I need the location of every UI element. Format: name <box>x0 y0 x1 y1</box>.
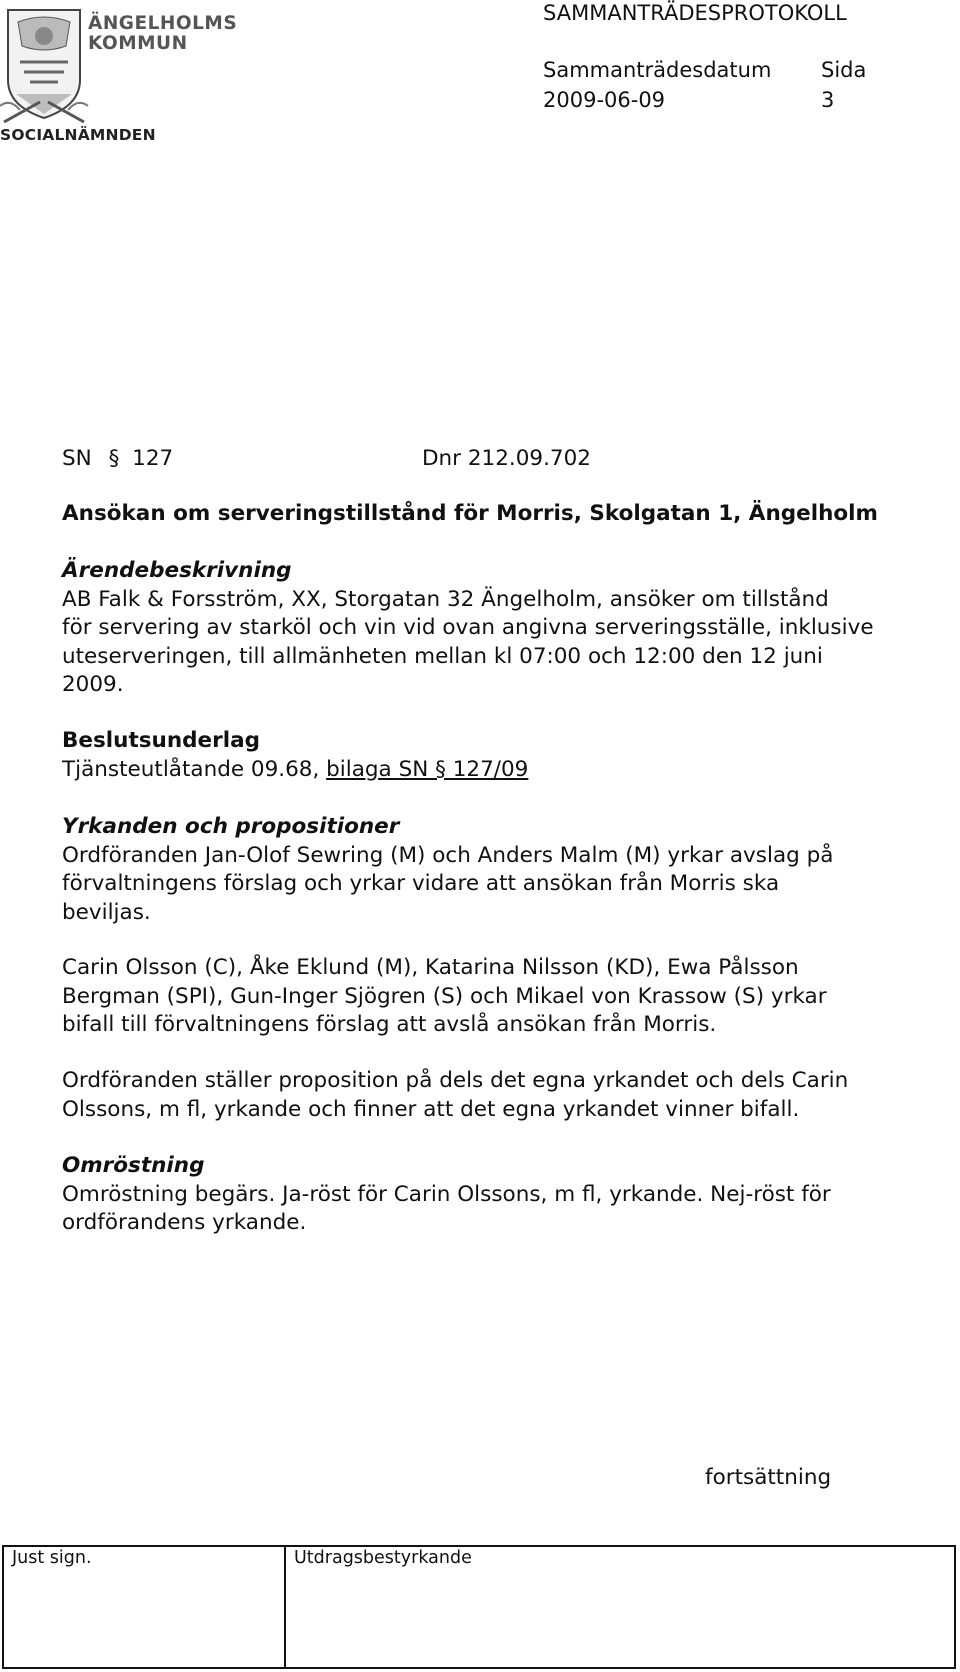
text-line: beviljas. <box>62 899 151 925</box>
continuation-label: fortsättning <box>705 1465 832 1490</box>
dnr: Dnr 212.09.702 <box>422 446 591 471</box>
org-name-line1: ÄNGELHOLMS <box>88 13 238 34</box>
text-line: Omröstning begärs. Ja-röst för Carin Olssons, m fl, yrkande. Nej-röst för <box>62 1181 831 1207</box>
page-number: 3 <box>821 88 835 112</box>
yrkanden-paragraph-1 <box>62 842 922 928</box>
text-line: Olssons, m fl, yrkande och finner att det egna yrkandet vinner bifall. <box>62 1096 800 1122</box>
omrostning-section <box>62 1152 922 1238</box>
just-sign-cell[interactable] <box>4 1547 286 1667</box>
text-line: Bergman (SPI), Gun-Inger Sjögren (S) och Mikael von Krassow (S) yrkar <box>62 983 827 1009</box>
page-label: Sida <box>821 58 867 82</box>
text-line: förvaltningens förslag och yrkar vidare att ansökan från Morris ska <box>62 871 780 896</box>
meeting-date: 2009-06-09 <box>543 88 666 112</box>
item-title: Ansökan om serveringstillstånd för Morris, Skolgatan 1, Ängelholm <box>62 501 878 526</box>
section-sign: § <box>108 446 120 471</box>
attachment-link[interactable]: bilaga SN § 127/09 <box>326 756 529 782</box>
arende-line: uteserveringen, till allmänheten mellan kl 07:00 och 12:00 den 12 juni <box>62 643 823 669</box>
arende-line: AB Falk & Forsström, XX, Storgatan 32 Ängelholm, ansöker om tillstånd <box>62 586 829 612</box>
text-line: ordförandens yrkande. <box>62 1210 307 1235</box>
text-line: Carin Olsson (C), Åke Eklund (M), Katarina Nilsson (KD), Ewa Pålsson <box>62 955 799 980</box>
municipality-logo <box>0 2 238 152</box>
committee-name: SOCIALNÄMNDEN <box>0 126 156 144</box>
yrkanden-section <box>62 813 922 927</box>
paragraph-prefix: SN <box>62 446 92 471</box>
beslut-heading: Beslutsunderlag <box>62 728 260 753</box>
yrkanden-paragraph-3 <box>62 1067 922 1124</box>
arende-line: 2009. <box>62 672 124 697</box>
arende-heading: Ärendebeskrivning <box>62 558 292 583</box>
arende-section <box>62 557 922 700</box>
text-line: Ordföranden ställer proposition på dels det egna yrkandet och dels Carin <box>62 1068 849 1093</box>
just-sign-label: Just sign. <box>12 1548 92 1568</box>
utdrag-cell[interactable] <box>286 1547 954 1667</box>
utdrag-label: Utdragsbestyrkande <box>294 1548 472 1568</box>
arende-line: för servering av starköl och vin vid ovan angivna serveringsställe, inklusive <box>62 615 874 640</box>
date-label: Sammanträdesdatum <box>543 58 772 82</box>
text-line: bifall till förvaltningens förslag att avslå ansökan från Morris. <box>62 1012 717 1037</box>
org-name-line2: KOMMUN <box>88 33 188 54</box>
omrostning-heading: Omröstning <box>62 1153 205 1178</box>
beslut-text: Tjänsteutlåtande 09.68, <box>62 756 327 782</box>
beslut-section <box>62 727 922 784</box>
signature-table <box>2 1545 956 1669</box>
yrkanden-paragraph-2 <box>62 954 922 1040</box>
text-line: Ordföranden Jan-Olof Sewring (M) och Anders Malm (M) yrkar avslag på <box>62 842 834 868</box>
paragraph-number: 127 <box>132 446 174 471</box>
doc-type: SAMMANTRÄDESPROTOKOLL <box>543 1 847 25</box>
paragraph-ref <box>62 445 173 473</box>
yrkanden-heading: Yrkanden och propositioner <box>62 814 400 839</box>
